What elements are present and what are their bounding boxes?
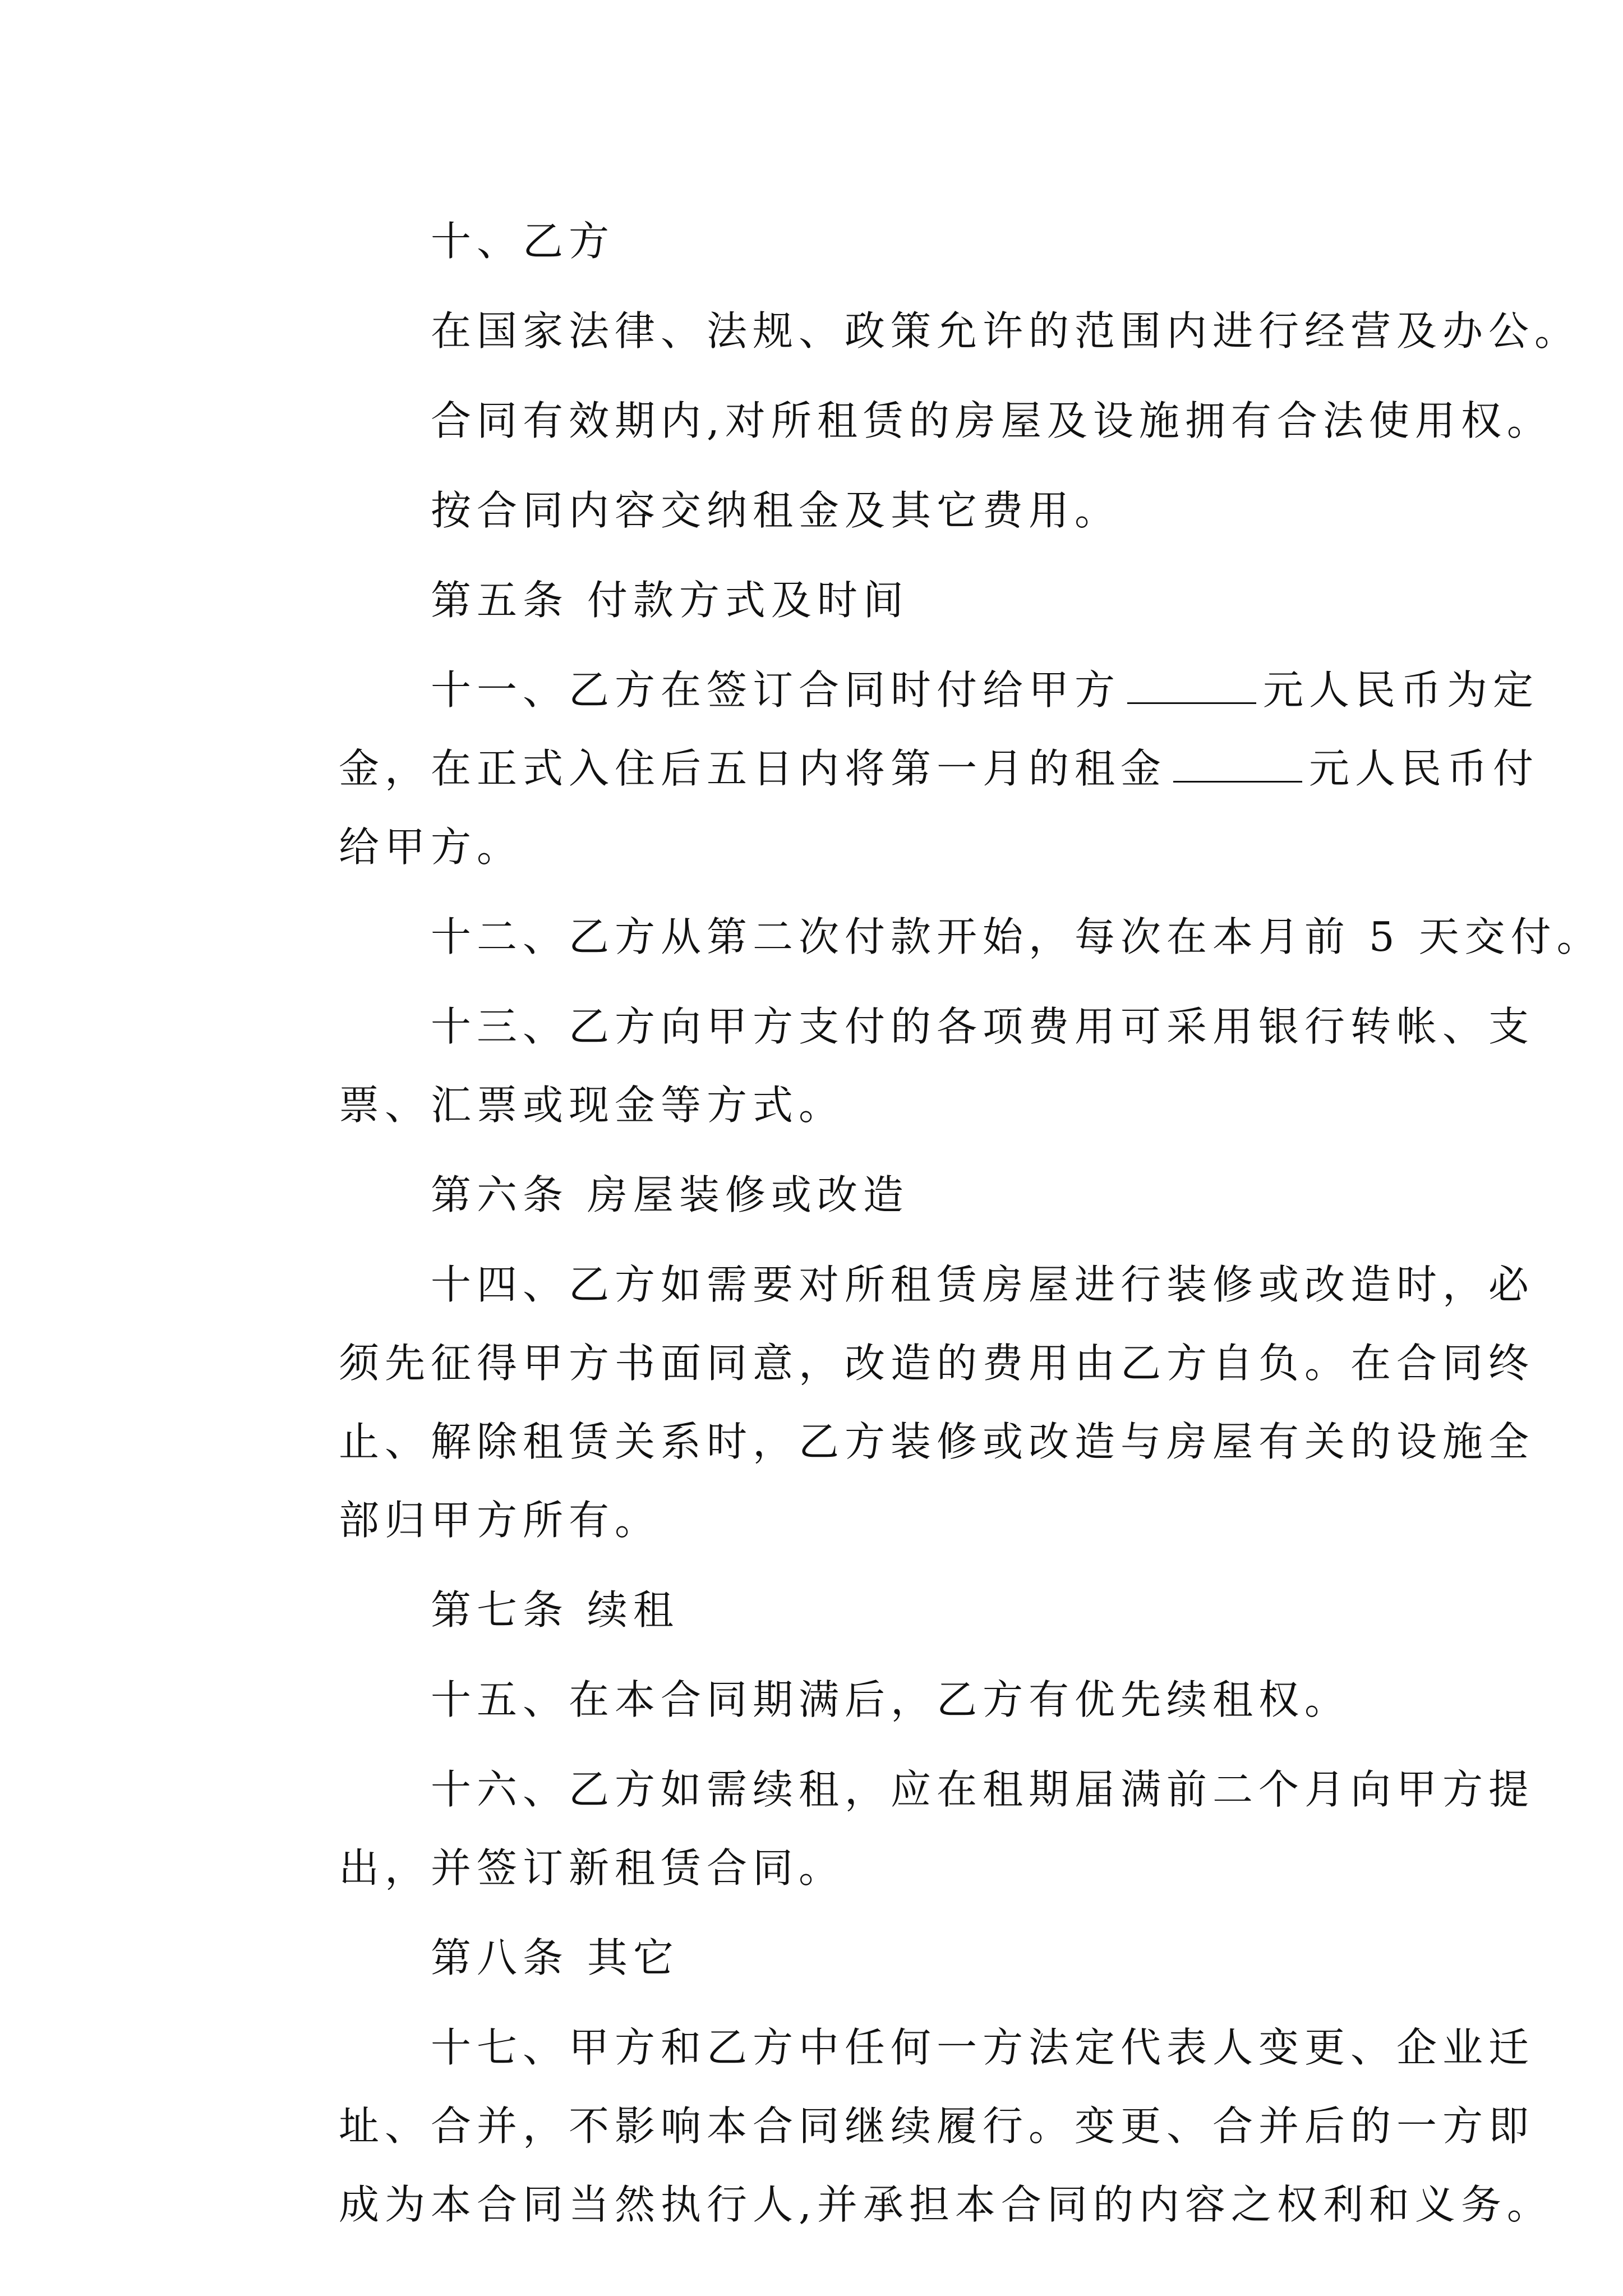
clause-16 <box>247 1750 1535 1907</box>
clause-15 <box>247 1660 1447 1739</box>
text-line: 十、乙方 <box>431 218 615 265</box>
text-line: 部归甲方所有。 <box>339 1497 661 1544</box>
text-line: 十二、乙方从第二次付款开始，每次在本月前 5 天交付。 <box>431 913 1603 960</box>
article-5-heading <box>247 561 1447 639</box>
text-line: 十七、甲方和乙方中任何一方法定代表人变更、企业迁 <box>431 2024 1535 2071</box>
clause-11-text-b: 元人民币为定 <box>1263 666 1539 714</box>
deposit-amount-blank <box>1127 669 1256 704</box>
text-line: 第五条 付款方式及时间 <box>431 577 909 624</box>
text-line: 票、汇票或现金等方式。 <box>339 1082 845 1129</box>
text-line: 成为本合同当然执行人,并承担本合同的内容之权利和义务。 <box>339 2181 1553 2228</box>
first-month-rent-blank <box>1173 747 1302 783</box>
text-line: 按合同内容交纳租金及其它费用。 <box>431 487 1121 534</box>
text-line: 十五、在本合同期满后，乙方有优先续租权。 <box>431 1676 1351 1723</box>
article-7-heading <box>247 1571 1447 1649</box>
text-line: 合同有效期内,对所租赁的房屋及设施拥有合法使用权。 <box>431 397 1553 444</box>
article-6-heading <box>247 1156 1447 1234</box>
text-line: 给甲方。 <box>339 823 523 871</box>
clause-17 <box>247 2008 1553 2244</box>
text-line: 第八条 其它 <box>431 1934 679 1981</box>
clause-11-text-c: 金，在正式入住后五日内将第一月的租金 <box>339 745 1167 792</box>
text-line: 须先征得甲方书面同意，改造的费用由乙方自负。在合同终 <box>339 1340 1535 1387</box>
clause-10-item-3 <box>247 471 1447 550</box>
clause-14 <box>247 1245 1535 1559</box>
article-8-heading <box>247 1918 1447 1997</box>
clause-10-item-1 <box>247 292 1581 370</box>
clause-12 <box>247 898 1603 976</box>
text-line: 在国家法律、法规、政策允许的范围内进行经营及办公。 <box>431 307 1581 355</box>
text-line: 十三、乙方向甲方支付的各项费用可采用银行转帐、支 <box>431 1003 1535 1050</box>
clause-13 <box>247 987 1535 1144</box>
text-line: 第七条 续租 <box>431 1586 679 1634</box>
text-line: 十六、乙方如需续租，应在租期届满前二个月向甲方提 <box>431 1766 1535 1813</box>
text-line: 出，并签订新租赁合同。 <box>339 1844 845 1892</box>
text-line: 第六条 房屋装修或改造 <box>431 1171 909 1218</box>
text-line <box>247 729 1539 808</box>
text-line: 止、解除租赁关系时，乙方装修或改造与房屋有关的设施全 <box>339 1418 1535 1465</box>
document-body <box>247 202 1603 2255</box>
clause-11 <box>247 651 1539 886</box>
text-line: 址、合并，不影响本合同继续履行。变更、合并后的一方即 <box>339 2102 1535 2150</box>
clause-11-text-d: 元人民币付 <box>1309 745 1539 792</box>
clause-10-heading <box>247 202 1447 280</box>
text-line <box>247 651 1539 729</box>
clause-11-text-a: 十一、乙方在签订合同时付给甲方 <box>431 666 1121 714</box>
text-line: 十四、乙方如需要对所租赁房屋进行装修或改造时，必 <box>431 1261 1535 1308</box>
clause-10-item-2 <box>247 381 1553 460</box>
